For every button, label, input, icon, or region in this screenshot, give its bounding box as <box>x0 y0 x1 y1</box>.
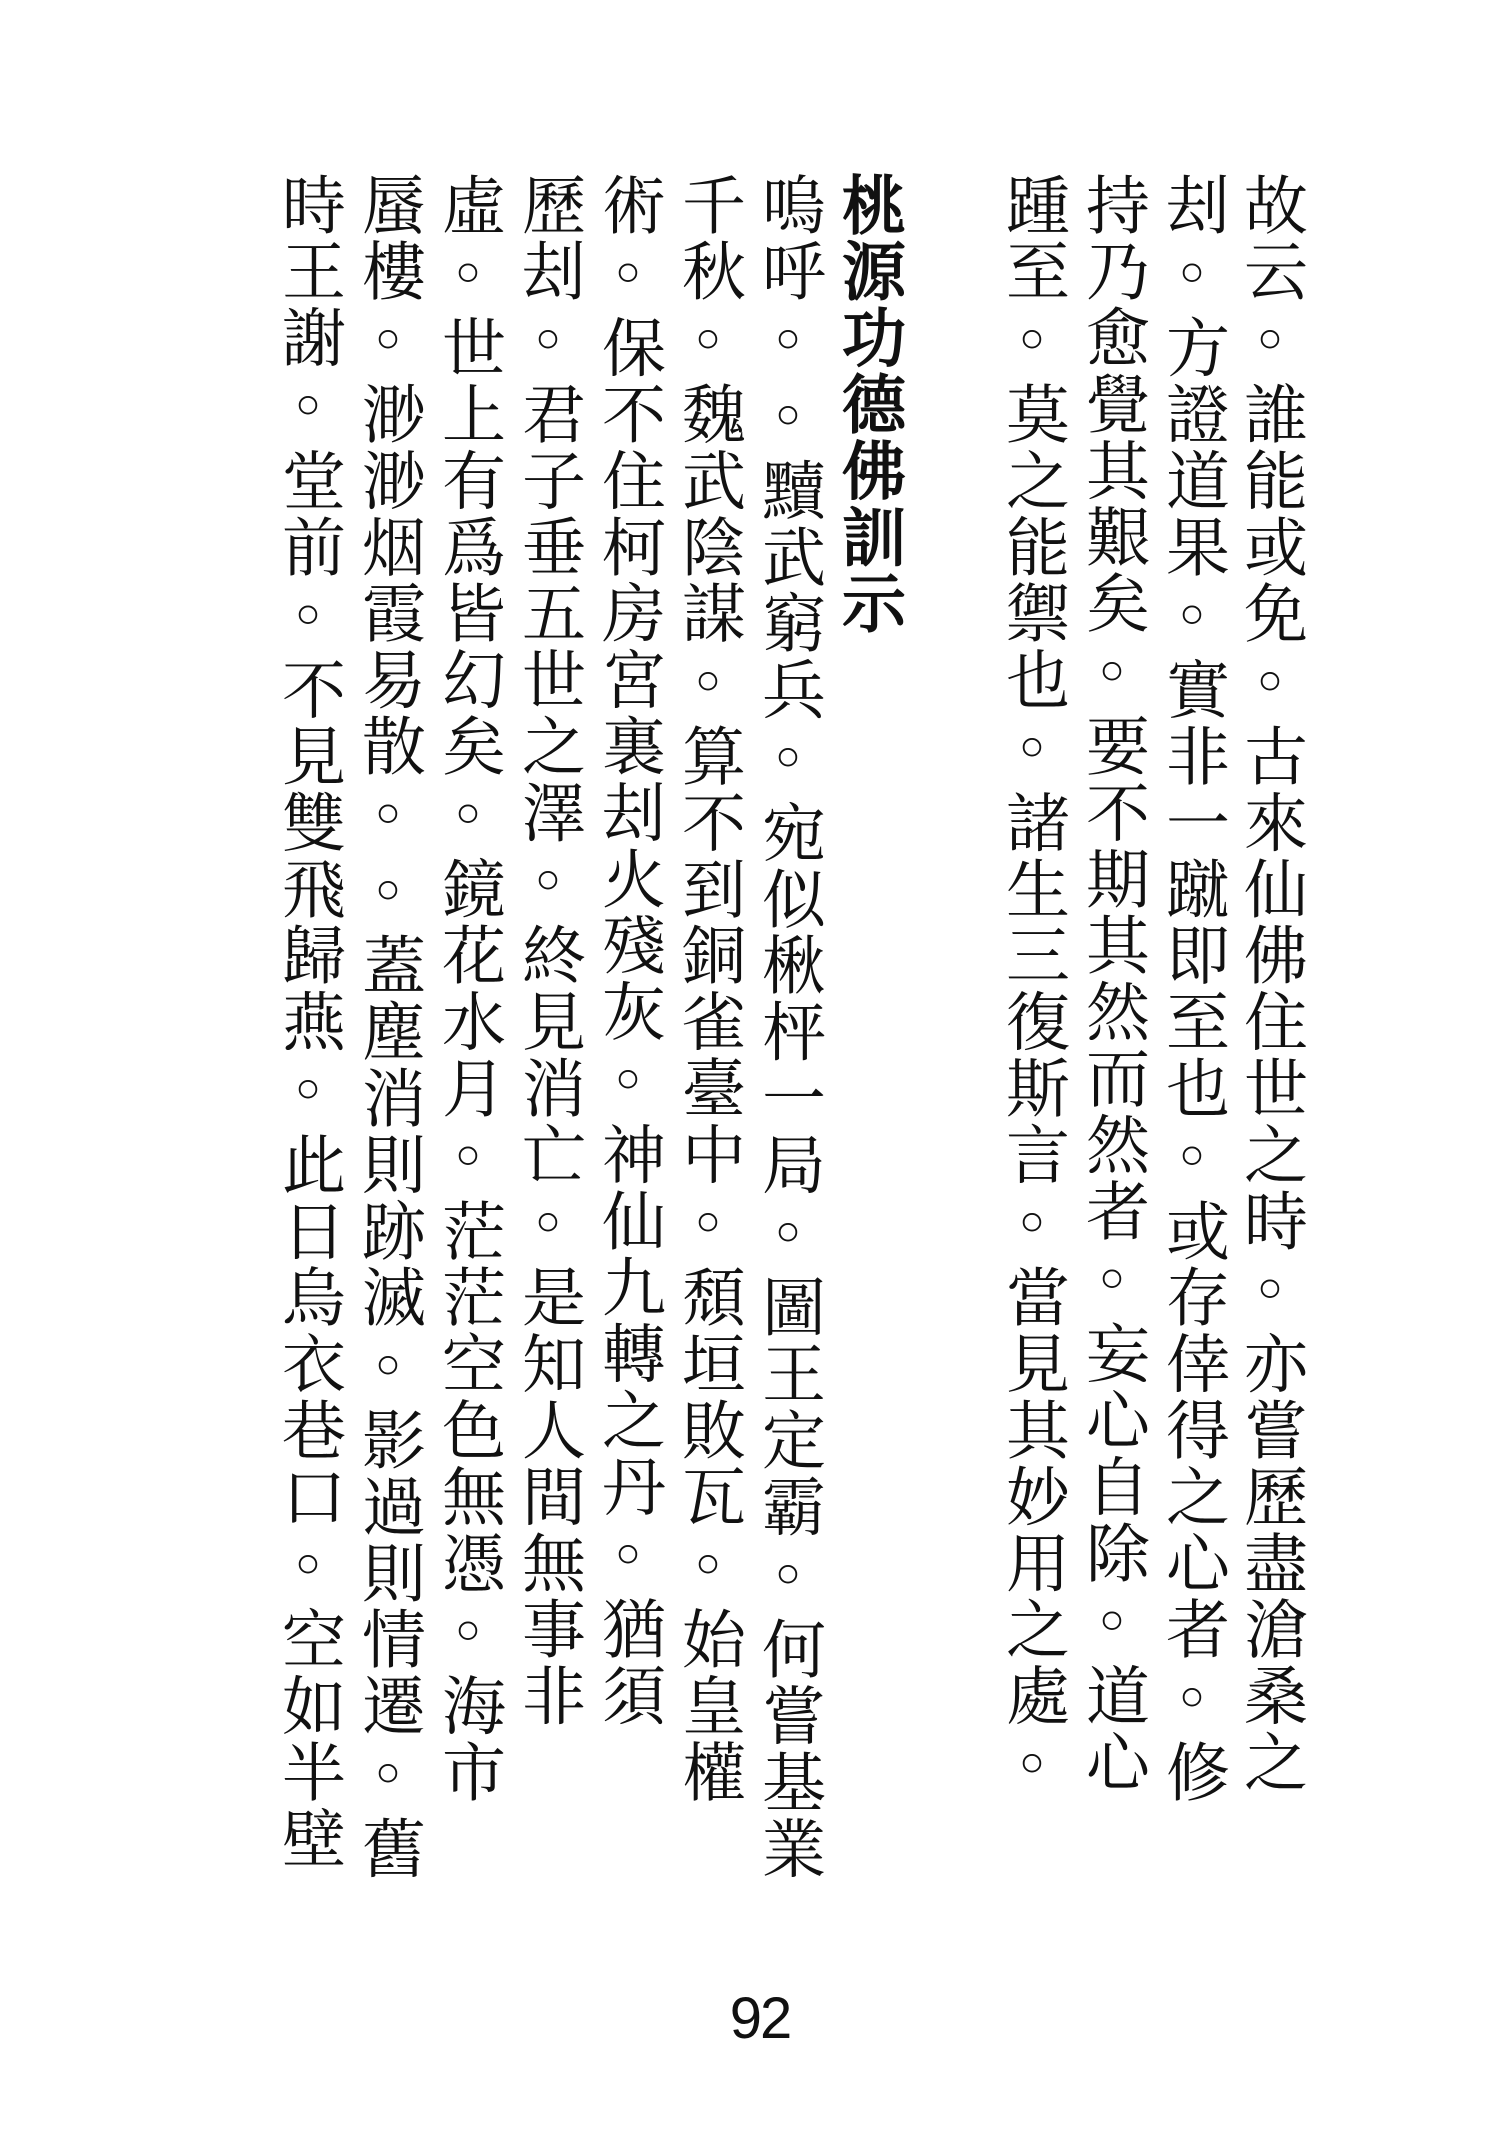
page-number: 92 <box>729 1986 791 2051</box>
text-column: 術◦保不住柯房宮裏刦火殘灰◦神仙九轉之丹◦猶須 <box>591 172 665 1730</box>
text-column: 時王謝◦堂前◦不見雙飛歸燕◦此日烏衣巷口◦空如半壁 <box>271 172 345 1872</box>
text-column: 嗚呼◦◦黷武窮兵◦宛似楸枰一局◦圖王定霸◦何嘗基業 <box>751 172 825 1882</box>
text-column: 千秋◦魏武陰謀◦算不到銅雀臺中◦頹垣敗瓦◦始皇權 <box>671 172 745 1806</box>
text-column: 歷刦◦君子垂五世之澤◦終見消亡◦是知人間無事非 <box>511 172 585 1730</box>
text-column: 蜃樓◦渺渺烟霞易散◦◦蓋塵消則跡滅◦影過則情遷◦舊 <box>351 172 425 1882</box>
text-column: 刦◦方證道果◦實非一蹴即至也◦或存倖得之心者◦修 <box>1155 172 1229 1806</box>
text-column: 踵至◦莫之能禦也◦諸生三復斯言◦當見其妙用之處◦ <box>995 172 1069 1806</box>
section-title: 桃源功德佛訓示 <box>831 172 906 637</box>
text-column: 持乃愈覺其艱矣◦要不期其然而然者◦妄心自除◦道心 <box>1075 172 1149 1796</box>
text-column: 故云◦誰能或免◦古來仙佛住世之時◦亦嘗歷盡滄桑之 <box>1233 172 1307 1796</box>
text-column: 虛◦世上有爲皆幻矣◦鏡花水月◦茫茫空色無憑◦海市 <box>431 172 505 1806</box>
